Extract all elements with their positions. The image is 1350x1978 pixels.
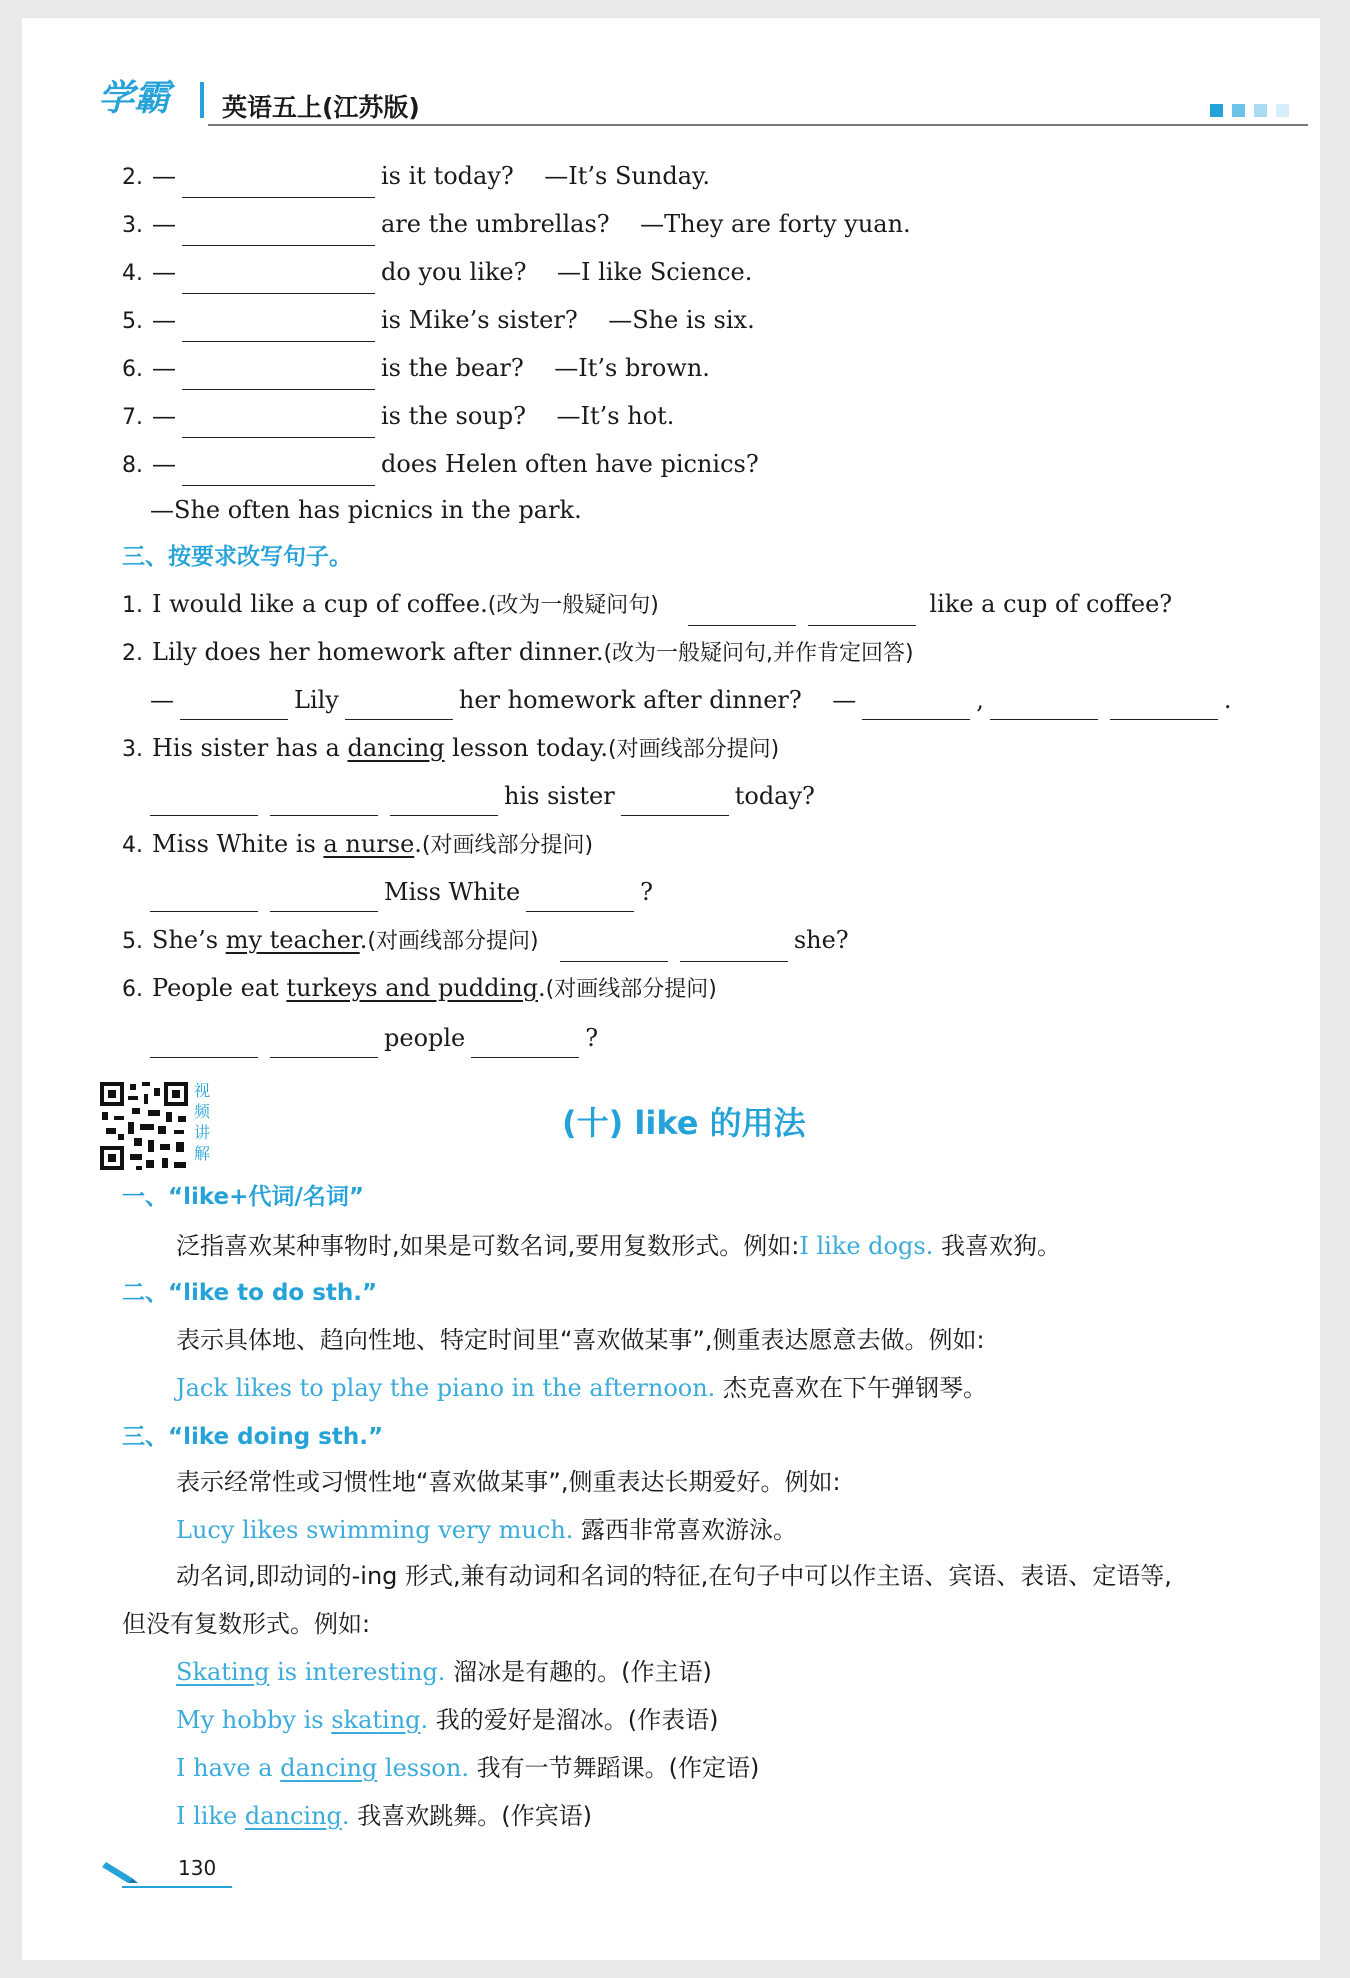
answer-blank[interactable] — [270, 789, 378, 816]
question-7: 7. — is the soup? —It’s hot. — [122, 396, 674, 436]
answer-blank[interactable] — [150, 1031, 258, 1058]
answer-blank[interactable] — [182, 219, 375, 246]
grammar-heading-1: 一、“like+代词/名词” — [122, 1184, 364, 1210]
answer-blank[interactable] — [182, 315, 375, 342]
answer-blank[interactable] — [270, 1031, 378, 1058]
answer-blank[interactable] — [862, 693, 970, 720]
question-5: 5. — is Mike’s sister? —She is six. — [122, 300, 755, 340]
answer-blank[interactable] — [680, 935, 788, 962]
answer-blank[interactable] — [990, 693, 1098, 720]
question-8: 8. — does Helen often have picnics? — [122, 444, 759, 484]
answer-blank[interactable] — [182, 459, 375, 486]
rewrite-4-answer: Miss White ? — [144, 872, 653, 912]
question-2: 2. — is it today? —It’s Sunday. — [122, 156, 710, 196]
grammar-example-3: Lucy likes swimming very much. 露西非常喜欢游泳。 — [176, 1516, 798, 1544]
question-8-answer: —She often has picnics in the park. — [150, 496, 582, 524]
answer-blank[interactable] — [182, 411, 375, 438]
answer-blank[interactable] — [526, 885, 634, 912]
rewrite-4: 4. Miss White is a nurse.(对画线部分提问) — [122, 830, 594, 858]
answer-blank[interactable] — [150, 789, 258, 816]
answer-blank[interactable] — [808, 599, 916, 626]
answer-blank[interactable] — [688, 599, 796, 626]
gerund-paragraph-line-1: 动名词,即动词的-ing 形式,兼有动词和名词的特征,在句子中可以作主语、宾语、表语、定语等, — [176, 1562, 1172, 1590]
answer-blank[interactable] — [182, 171, 375, 198]
rewrite-3-answer: his sister today? — [144, 776, 815, 816]
gerund-paragraph-line-2: 但没有复数形式。例如: — [122, 1610, 371, 1638]
header-divider — [200, 82, 204, 118]
answer-blank[interactable] — [180, 693, 288, 720]
gerund-example-attributive: I have a dancing lesson. 我有一节舞蹈课。(作定语) — [176, 1754, 760, 1782]
question-6: 6. — is the bear? —It’s brown. — [122, 348, 710, 388]
answer-blank[interactable] — [182, 363, 375, 390]
rewrite-2-answer: — Lily her homework after dinner? — , . — [150, 680, 1232, 720]
answer-blank[interactable] — [182, 267, 375, 294]
gerund-example-predicative: My hobby is skating. 我的爱好是溜冰。(作表语) — [176, 1706, 719, 1734]
header-logo — [98, 70, 170, 121]
grammar-heading-2: 二、“like to do sth.” — [122, 1280, 378, 1306]
qr-code-icon — [98, 1080, 190, 1172]
rewrite-1: 1. I would like a cup of coffee.(改为一般疑问句) like a cup of coffee? — [122, 584, 1172, 624]
grammar-example-2: Jack likes to play the piano in the afternoon. 杰克喜欢在下午弹钢琴。 — [176, 1374, 987, 1402]
pencil-icon-svg — [102, 1856, 152, 1884]
pencil-icon — [102, 1856, 152, 1888]
grammar-desc-3: 表示经常性或习惯性地“喜欢做某事”,侧重表达长期爱好。例如: — [176, 1468, 841, 1496]
grammar-desc-2: 表示具体地、趋向性地、特定时间里“喜欢做某事”,侧重表达愿意去做。例如: — [176, 1326, 985, 1354]
answer-blank[interactable] — [150, 885, 258, 912]
answer-blank[interactable] — [1110, 693, 1218, 720]
qr-label: 视 频 讲 解 — [194, 1081, 211, 1163]
gerund-example-object: I like dancing. 我喜欢跳舞。(作宾语) — [176, 1802, 592, 1830]
logo-text: 学霸 — [98, 78, 171, 119]
grammar-desc-1: 泛指喜欢某种事物时,如果是可数名词,要用复数形式。例如:I like dogs. 我喜欢狗。 — [176, 1232, 1061, 1260]
rewrite-6: 6. People eat turkeys and pudding.(对画线部分提问) — [122, 974, 717, 1002]
rewrite-5: 5. She’s my teacher.(对画线部分提问) she? — [122, 920, 849, 960]
header-squares — [1210, 102, 1289, 121]
answer-blank[interactable] — [471, 1031, 579, 1058]
footer-rule — [122, 1886, 232, 1888]
workbook-page — [22, 18, 1320, 1960]
header-rule — [208, 124, 1308, 126]
grammar-heading-3: 三、“like doing sth.” — [122, 1424, 384, 1450]
rewrite-2: 2. Lily does her homework after dinner.(改为一般疑问句,并作肯定回答) — [122, 638, 914, 666]
page-number: 130 — [178, 1856, 217, 1880]
section-3-title: 三、按要求改写句子。 — [122, 544, 352, 570]
gerund-example-subject: Skating is interesting. 溜冰是有趣的。(作主语) — [176, 1658, 712, 1686]
answer-blank[interactable] — [390, 789, 498, 816]
answer-blank[interactable] — [621, 789, 729, 816]
book-title: 英语五上(江苏版) — [222, 93, 420, 122]
rewrite-6-answer: people ? — [144, 1018, 598, 1058]
qr-code[interactable] — [98, 1080, 190, 1172]
rewrite-3: 3. His sister has a dancing lesson today.(对画线部分提问) — [122, 734, 780, 762]
grammar-title: (十) like 的用法 — [562, 1104, 806, 1142]
answer-blank[interactable] — [560, 935, 668, 962]
question-3: 3. — are the umbrellas? —They are forty yuan. — [122, 204, 911, 244]
answer-blank[interactable] — [270, 885, 378, 912]
question-4: 4. — do you like? —I like Science. — [122, 252, 752, 292]
answer-blank[interactable] — [345, 693, 453, 720]
